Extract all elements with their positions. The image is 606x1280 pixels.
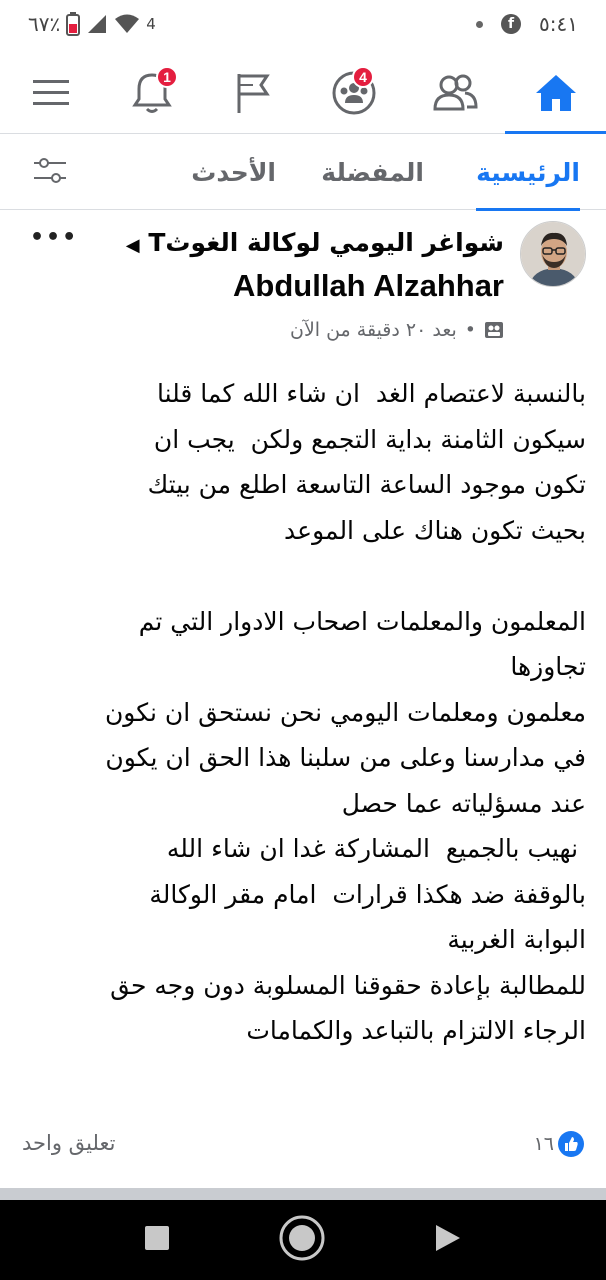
square-icon [144, 1225, 170, 1251]
top-nav [0, 52, 606, 134]
separator-dot: • [464, 319, 476, 341]
status-bar [0, 0, 606, 52]
feed-divider [0, 1188, 606, 1200]
group-privacy-icon [484, 321, 504, 339]
tab-favorites[interactable]: المفضلة [321, 157, 424, 187]
status-right [476, 12, 578, 36]
hamburger-icon [31, 77, 71, 109]
nav-friends[interactable] [404, 52, 505, 133]
clock: ٥:٤١ [539, 12, 578, 36]
comments-count[interactable]: تعليق واحد [22, 1131, 116, 1155]
tab-home[interactable]: الرئيسية [476, 134, 580, 210]
filter-button[interactable] [32, 156, 68, 190]
author-name[interactable]: Abdullah Alzahhar [233, 268, 504, 303]
post-time[interactable]: بعد ٢٠ دقيقة من الآن [289, 319, 457, 341]
nav-pages[interactable] [202, 52, 303, 133]
recent-apps-button[interactable] [144, 1225, 170, 1255]
signal-icon [86, 13, 108, 35]
wifi-icon [114, 13, 140, 35]
home-icon [534, 73, 578, 113]
like-reaction-icon [558, 1131, 584, 1157]
author-photo [521, 222, 586, 287]
feed-tabs [0, 134, 606, 210]
group-name[interactable]: شواغر اليومي لوكالة الغوثT [148, 228, 504, 257]
network-label: 4 [146, 15, 156, 33]
battery-icon [66, 12, 80, 36]
facebook-notification-icon: f [501, 14, 521, 34]
nav-home[interactable] [505, 52, 606, 133]
nav-groups[interactable] [303, 52, 404, 133]
back-button[interactable] [434, 1223, 462, 1257]
notification-dot [476, 21, 483, 28]
triangle-back-icon [434, 1223, 462, 1253]
filter-sliders-icon [32, 156, 68, 186]
reactions-summary[interactable] [534, 1131, 584, 1157]
tab-recent[interactable]: الأحدث [191, 157, 276, 187]
groups-badge: 4 [352, 66, 374, 88]
battery-percent: ٦٧٪ [28, 12, 61, 36]
home-button[interactable] [278, 1214, 326, 1266]
nav-menu[interactable] [0, 52, 101, 133]
status-left [28, 12, 156, 36]
avatar[interactable] [520, 221, 586, 287]
circle-home-icon [278, 1214, 326, 1262]
nav-notifications[interactable] [101, 52, 202, 133]
likes-count: ١٦ [533, 1133, 554, 1155]
post-meta [290, 319, 504, 341]
flag-icon [233, 71, 273, 115]
post-text: بالنسبة لاعتصام الغد ان شاء الله كما قلنا سيكون الثامنة بداية التجمع ولكن يجب ان تكون موجود الساعة التاسعة اطلع من بيتك بحيث تكون هناك على الموعد المعلمون والمعلمات اصحاب الادوار التي تم تجاوزها معلمون ومعلمات اليومي نحن نستحق ان نكون في مدارسنا وعلى من سلبنا هذا الحق ان يكون عند مسؤلياته عما حصل نهيب بالجميع المشاركة غدا ان شاء الله بالوقفة ضد هكذا قرارات امام مقر الوكالة البوابة الغربية للمطالبة بإعادة حقوقنا المسلوبة دون وجه حق الرجاء الالتزام بالتباعد والكمامات [104, 379, 586, 1045]
arrow-left-icon: ◀ [125, 235, 140, 256]
more-options-button[interactable]: ••• [30, 225, 79, 250]
friends-icon [432, 73, 478, 113]
post-card [0, 211, 606, 1197]
android-nav-bar [0, 1200, 606, 1280]
notifications-badge: 1 [156, 66, 178, 88]
post-header [94, 223, 504, 306]
